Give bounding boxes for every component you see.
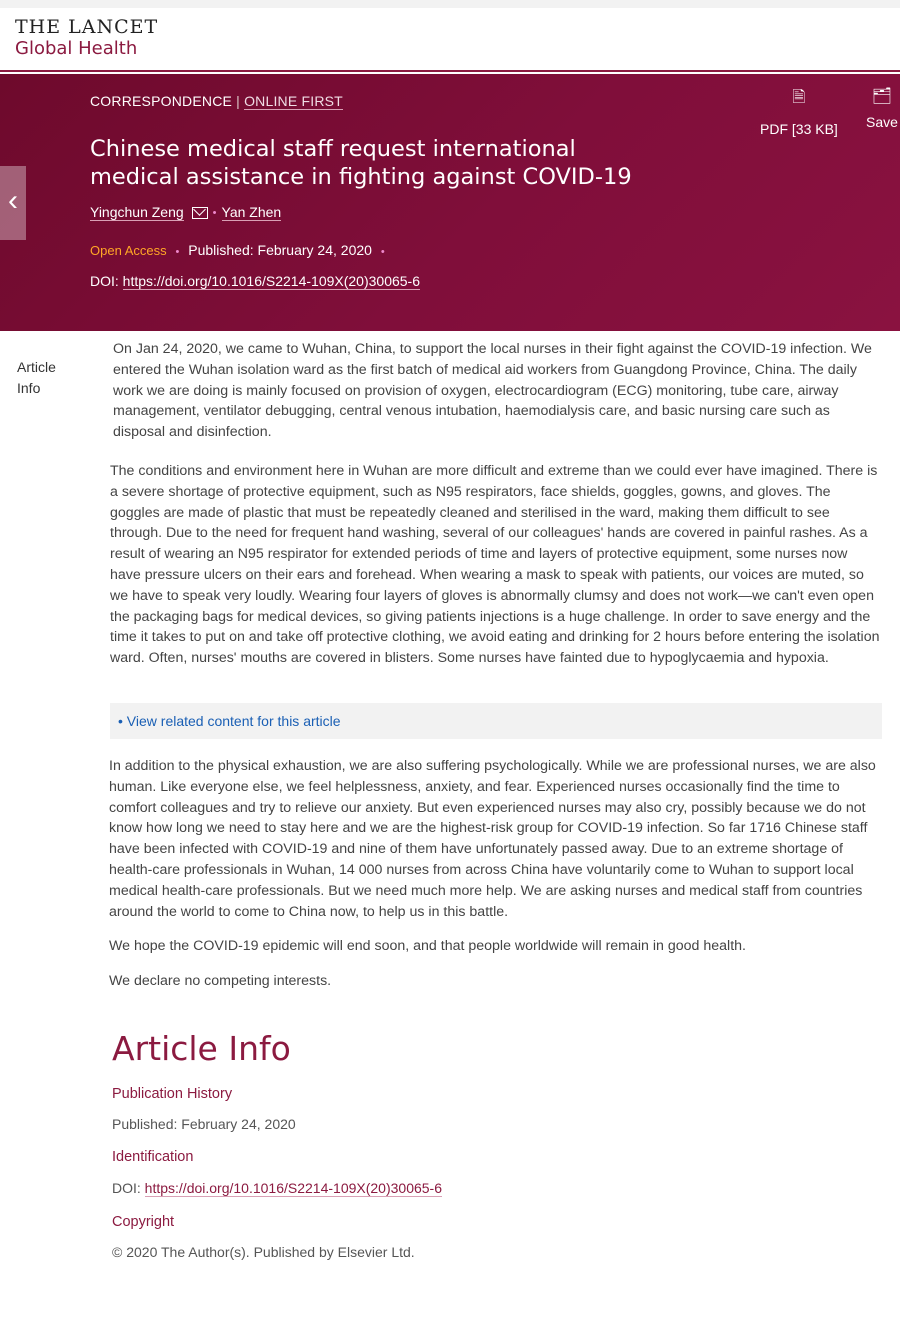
logo-line1: THE LANCET [15,16,159,38]
email-icon[interactable] [192,207,208,219]
published-date: Published: February 24, 2020 [188,242,372,258]
journal-logo[interactable] [15,16,158,60]
breadcrumb [90,93,343,109]
logo-line2: Global Health [15,38,138,59]
breadcrumb-separator: | [236,93,240,109]
meta-dot-icon-2: • [380,246,385,258]
identification-label: Identification [112,1149,194,1165]
doi-label: DOI: [90,273,119,289]
body-paragraph-4: We hope the COVID-19 epidemic will end soon, and that people worldwide will remain in good health. [109,938,746,954]
related-content-box [110,703,882,739]
publication-history-value: Published: February 24, 2020 [112,1116,296,1132]
chevron-left-icon: ‹ [8,184,18,217]
related-content-text: View related content for this article [126,713,341,729]
save-folder-icon: 🗂 [871,88,893,105]
body-paragraph-2: The conditions and environment here in Wuhan are more difficult and extreme than we could ever have imagined. There is a severe shortage of protective equipment, such as N95 respirators, face shields, goggles, gowns, and gloves. The goggles are made of plastic that must be repeatedly cleaned and sterilised in the ward, making them difficult to see through. Due to the need for frequent hand washing, several of our colleagues' hands are covered in painful rashes. As a result of wearing an N95 respirator for extended periods of time and layers of protective equipment, some nurses now have pressure ulcers on their ears and forehead. When wearing a mask to speak with patients, our voices are muted, so we have to speak very loudly. Wearing four layers of gloves is abnormally clumsy and does not work—we can't even open the packaging bags for medical devices, so giving patients injections is a huge challenge. In order to save energy and the time it takes to put on and take off protective clothing, we avoid eating and drinking for 2 hours before entering the isolation ward. Often, nurses' mouths are covered in blisters. Some nurses have fainted due to hypoglycaemia and hypoxia. [110,463,880,667]
competing-interests: We declare no competing interests. [109,973,332,989]
author-link-2[interactable]: Yan Zhen [221,204,282,220]
pdf-file-icon: 🗎 [792,89,806,106]
identification-doi-label: DOI: [112,1180,141,1196]
doi-row [90,273,420,289]
article-title: Chinese medical staff request international medical assistance in fighting against COVID-19 [90,136,632,190]
pdf-label: PDF [33 KB] [760,121,838,137]
article-type[interactable]: CORRESPONDENCE [90,93,233,109]
article-hero [0,74,900,331]
article-meta [90,242,390,258]
author-link-1[interactable]: Yingchun Zeng [90,204,184,220]
online-first-link[interactable]: ONLINE FIRST [244,93,343,109]
header-divider [0,70,900,72]
pdf-download-button[interactable] [760,86,838,137]
previous-article-button[interactable] [0,166,26,240]
sidebar-article-info-link[interactable]: Article Info [17,359,56,396]
save-label: Save [866,114,898,130]
article-info-heading: Article Info [112,1029,291,1068]
copyright-label: Copyright [112,1214,175,1230]
identification-doi-link[interactable]: https://doi.org/10.1016/S2214-109X(20)30065-6 [144,1180,443,1196]
author-separator-icon: • [212,206,217,219]
author-list [90,204,281,221]
open-access-badge: Open Access [90,243,167,258]
body-paragraph-1: On Jan 24, 2020, we came to Wuhan, China, to support the local nurses in their fight against the COVID-19 infection. We entered the Wuhan isolation ward as the first batch of medical aid workers from Guangdong Province, China. The daily work we are doing is mainly focused on provision of oxygen, electrocardiogram (ECG) monitoring, tube care, airway management, ventilator debugging, central venous intubation, haemodialysis care, and basic nursing care such as disposal and disinfection. [113,341,872,441]
publication-history-label: Publication History [112,1086,233,1102]
identification-doi [112,1180,442,1196]
related-content-link[interactable]: • View related content for this article [118,713,341,729]
copyright-value: © 2020 The Author(s). Published by Elsevier Ltd. [112,1244,415,1260]
body-paragraph-3: In addition to the physical exhaustion, we are also suffering psychologically. While we are professional nurses, we are also human. Like everyone else, we feel helplessness, anxiety, and fear. Experienced nurses occasionally find the time to comfort colleagues and try to relieve our anxiety. But even experienced nurses may also cry, possibly because we do not know how long we need to stay here and we are the highest-risk group for COVID-19 infection. So far 1716 Chinese staff have been infected with COVID-19 and nine of them have unfortunately passed away. Due to an extreme shortage of health-care professionals in Wuhan, 14 000 nurses from across China have voluntarily come to Wuhan to support local medical health-care professionals. But we need much more help. We are asking nurses and medical staff from countries around the world to come to China now, to help us in this battle. [109,758,876,920]
doi-link[interactable]: https://doi.org/10.1016/S2214-109X(20)30065-6 [122,273,421,289]
top-strip [0,0,900,8]
save-button[interactable] [866,86,898,130]
meta-dot-icon: • [175,246,180,258]
